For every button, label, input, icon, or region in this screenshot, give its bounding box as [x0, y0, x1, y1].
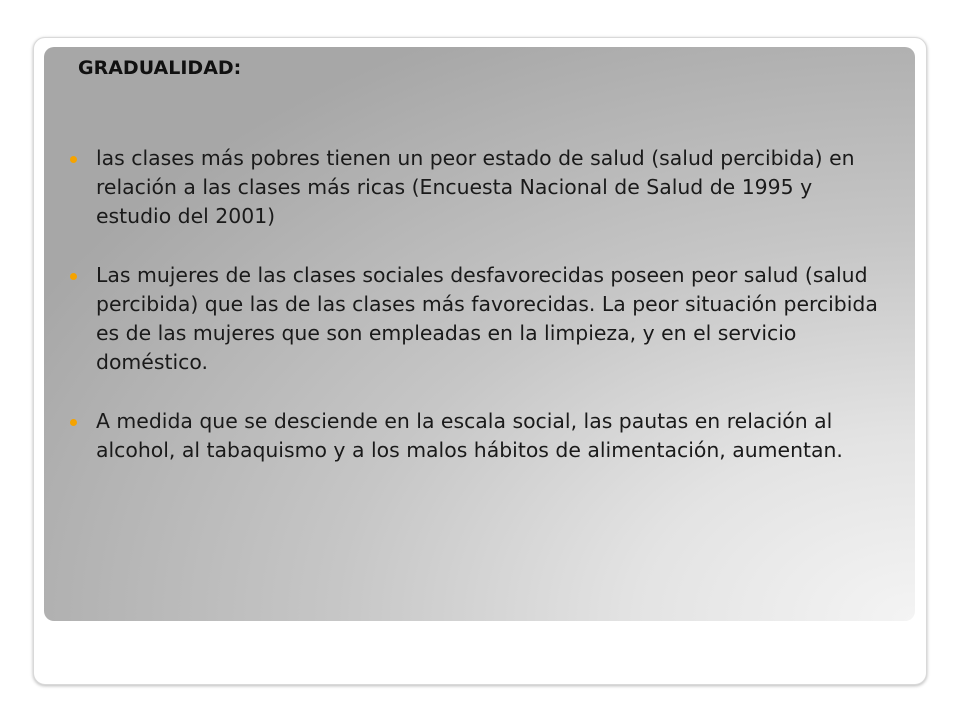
- bullet-text: las clases más pobres tienen un peor estado de salud (salud percibida) en relación a las clases más ricas (Encuesta Nacional de Salud de 1995 y estudio del 2001): [96, 146, 855, 228]
- bullet-dot-icon: [70, 156, 77, 163]
- bullet-dot-icon: [70, 273, 77, 280]
- bullet-item: [70, 261, 890, 377]
- slide-title: GRADUALIDAD:: [78, 57, 242, 79]
- bullet-item: [70, 407, 890, 465]
- bullet-text: A medida que se desciende en la escala social, las pautas en relación al alcohol, al tabaquismo y a los malos hábitos de alimentación, aumentan.: [96, 409, 843, 462]
- bullet-list: [70, 144, 890, 495]
- bullet-text: Las mujeres de las clases sociales desfavorecidas poseen peor salud (salud percibida) que las de las clases más favorecidas. La peor situación percibida es de las mujeres que son empleadas en la limpieza, y en el servicio doméstico.: [96, 263, 878, 374]
- bullet-item: [70, 144, 890, 231]
- bullet-dot-icon: [70, 419, 77, 426]
